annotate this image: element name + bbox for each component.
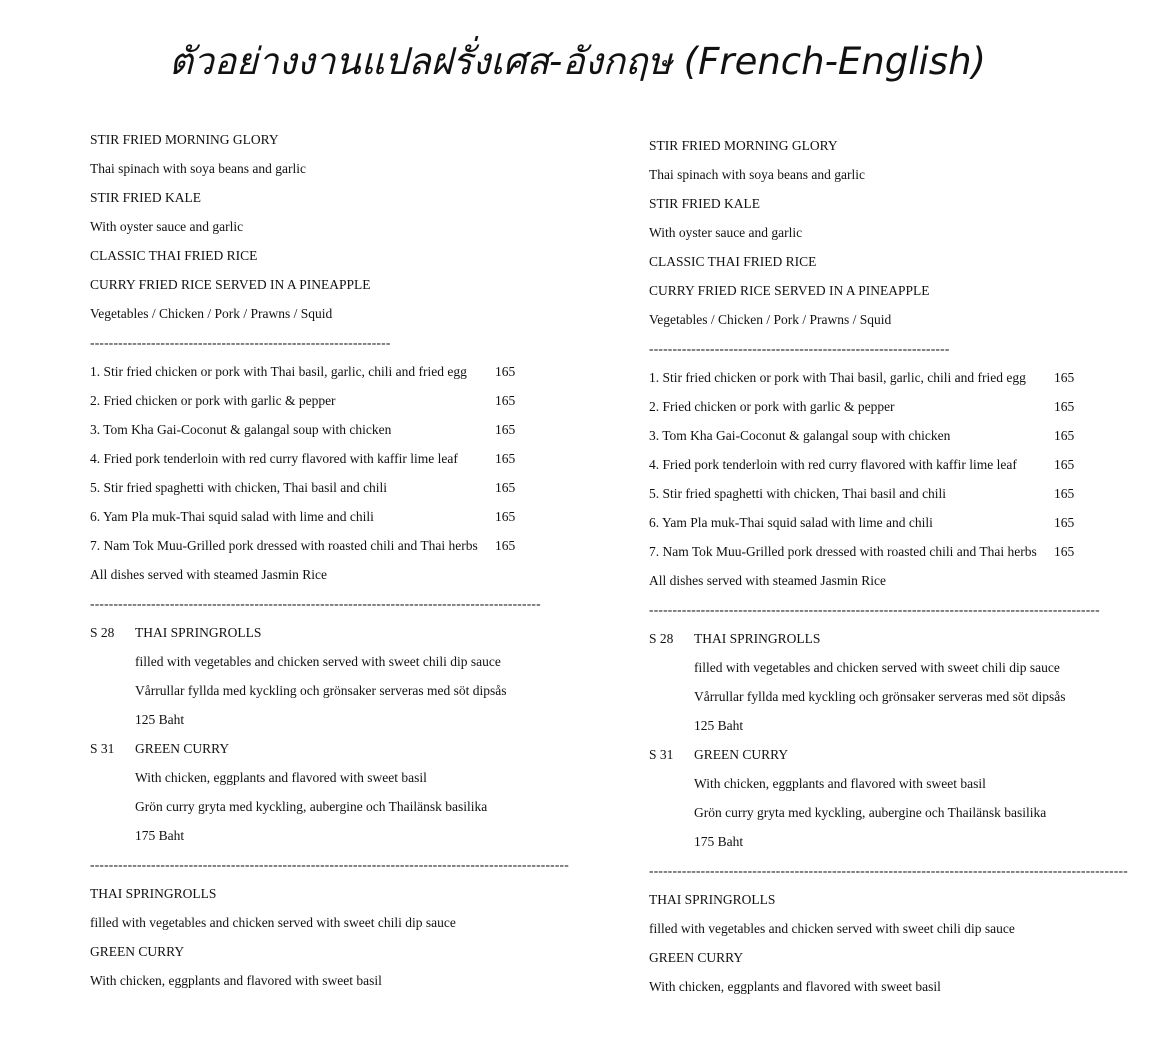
menu-item-name: 4. Fried pork tenderloin with red curry flavored with kaffir lime leaf: [90, 451, 458, 466]
special-price: 175 Baht: [135, 828, 185, 843]
menu-item-price: 165: [495, 451, 516, 466]
menu-item-price: 165: [495, 364, 516, 379]
special-code: S 28: [649, 631, 674, 646]
menu-line: STIR FRIED MORNING GLORY: [90, 132, 279, 147]
special-desc-en: filled with vegetables and chicken served with sweet chili dip sauce: [135, 654, 501, 669]
menu-line: With oyster sauce and garlic: [90, 219, 244, 234]
menu-item-name: 2. Fried chicken or pork with garlic & pepper: [649, 399, 895, 414]
menu-item: [90, 444, 550, 473]
divider: ------------------------------------------------------------------------------------------------------: [90, 857, 569, 872]
divider: ------------------------------------------------------------------------------------------------------: [649, 863, 1128, 878]
menu-item-price: 165: [495, 538, 516, 553]
menu-item: [649, 363, 1109, 392]
menu-column-translation: [649, 131, 1128, 1001]
menu-item: [649, 479, 1109, 508]
special-name: GREEN CURRY: [694, 747, 789, 762]
special-desc-sv: Vårrullar fyllda med kyckling och grönsaker serveras med söt dipsås: [135, 683, 507, 698]
menu-item-name: 3. Tom Kha Gai-Coconut & galangal soup with chicken: [649, 428, 951, 443]
menu-item: [649, 392, 1109, 421]
menu-item-price: 165: [1054, 370, 1075, 385]
menu-item-name: 7. Nam Tok Muu-Grilled pork dressed with roasted chili and Thai herbs: [90, 538, 478, 553]
special-header: [90, 618, 550, 647]
menu-item: [649, 421, 1109, 450]
special-price: 175 Baht: [694, 834, 744, 849]
special-name: THAI SPRINGROLLS: [135, 625, 262, 640]
special-header: [649, 740, 1109, 769]
menu-line: With chicken, eggplants and flavored with sweet basil: [649, 979, 941, 994]
menu-item-price: 165: [495, 393, 516, 408]
menu-item-name: 1. Stir fried chicken or pork with Thai basil, garlic, chili and fried egg: [649, 370, 1026, 385]
menu-line: STIR FRIED KALE: [90, 190, 201, 205]
special-desc-en: With chicken, eggplants and flavored with sweet basil: [135, 770, 427, 785]
menu-item: [90, 415, 550, 444]
special-name: GREEN CURRY: [135, 741, 230, 756]
special-header: [90, 734, 550, 763]
menu-item: [649, 450, 1109, 479]
menu-item-price: 165: [495, 422, 516, 437]
divider: ----------------------------------------------------------------: [649, 341, 950, 356]
menu-line: filled with vegetables and chicken served with sweet chili dip sauce: [90, 915, 456, 930]
menu-item: [90, 531, 550, 560]
divider: ----------------------------------------------------------------: [90, 335, 391, 350]
menu-item-name: 6. Yam Pla muk-Thai squid salad with lime and chili: [90, 509, 374, 524]
special-price: 125 Baht: [694, 718, 744, 733]
menu-line: GREEN CURRY: [90, 944, 185, 959]
menu-item-price: 165: [1054, 486, 1075, 501]
menu-line: GREEN CURRY: [649, 950, 744, 965]
menu-item: [90, 357, 550, 386]
menu-item-price: 165: [495, 509, 516, 524]
menu-item-name: 1. Stir fried chicken or pork with Thai basil, garlic, chili and fried egg: [90, 364, 467, 379]
menu-line: CURRY FRIED RICE SERVED IN A PINEAPPLE: [649, 283, 930, 298]
special-desc-sv: Grön curry gryta med kyckling, aubergine och Thailänsk basilika: [694, 805, 1047, 820]
menu-item-name: 6. Yam Pla muk-Thai squid salad with lime and chili: [649, 515, 933, 530]
menu-line: Vegetables / Chicken / Pork / Prawns / Squid: [90, 306, 333, 321]
menu-item-name: 2. Fried chicken or pork with garlic & pepper: [90, 393, 336, 408]
menu-item-price: 165: [1054, 428, 1075, 443]
special-name: THAI SPRINGROLLS: [694, 631, 821, 646]
menu-item: [90, 502, 550, 531]
menu-line: With chicken, eggplants and flavored with sweet basil: [90, 973, 382, 988]
menu-item: [649, 537, 1109, 566]
menu-item-price: 165: [1054, 544, 1075, 559]
special-code: S 31: [649, 747, 674, 762]
menu-item-name: 5. Stir fried spaghetti with chicken, Thai basil and chili: [649, 486, 947, 501]
menu-line: CURRY FRIED RICE SERVED IN A PINEAPPLE: [90, 277, 371, 292]
menu-line: Thai spinach with soya beans and garlic: [90, 161, 306, 176]
menu-item-price: 165: [495, 480, 516, 495]
menu-item: [90, 386, 550, 415]
menu-item-price: 165: [1054, 515, 1075, 530]
special-desc-en: With chicken, eggplants and flavored with sweet basil: [694, 776, 986, 791]
menu-item-name: 5. Stir fried spaghetti with chicken, Thai basil and chili: [90, 480, 388, 495]
divider: ------------------------------------------------------------------------------------------------: [649, 602, 1100, 617]
menu-line: filled with vegetables and chicken served with sweet chili dip sauce: [649, 921, 1015, 936]
menu-line: Vegetables / Chicken / Pork / Prawns / Squid: [649, 312, 892, 327]
menu-line: With oyster sauce and garlic: [649, 225, 803, 240]
special-code: S 31: [90, 741, 115, 756]
special-code: S 28: [90, 625, 115, 640]
menu-column-original: [90, 125, 569, 995]
menu-line: THAI SPRINGROLLS: [90, 886, 217, 901]
menu-line: Thai spinach with soya beans and garlic: [649, 167, 865, 182]
menu-line: STIR FRIED KALE: [649, 196, 760, 211]
menu-item: [649, 508, 1109, 537]
menu-item-name: 7. Nam Tok Muu-Grilled pork dressed with roasted chili and Thai herbs: [649, 544, 1037, 559]
menu-line: CLASSIC THAI FRIED RICE: [90, 248, 258, 263]
menu-item-name: 4. Fried pork tenderloin with red curry flavored with kaffir lime leaf: [649, 457, 1017, 472]
menu-item-price: 165: [1054, 457, 1075, 472]
menu-item-name: 3. Tom Kha Gai-Coconut & galangal soup with chicken: [90, 422, 392, 437]
menu-item-price: 165: [1054, 399, 1075, 414]
page-title: ตัวอย่างงานแปลฝรั่งเศส-อังกฤษ (French-English): [169, 40, 986, 83]
special-desc-sv: Vårrullar fyllda med kyckling och grönsaker serveras med söt dipsås: [694, 689, 1066, 704]
menu-line: STIR FRIED MORNING GLORY: [649, 138, 838, 153]
served-note: All dishes served with steamed Jasmin Rice: [90, 567, 327, 582]
divider: ------------------------------------------------------------------------------------------------: [90, 596, 541, 611]
served-note: All dishes served with steamed Jasmin Rice: [649, 573, 886, 588]
special-desc-sv: Grön curry gryta med kyckling, aubergine och Thailänsk basilika: [135, 799, 488, 814]
menu-line: CLASSIC THAI FRIED RICE: [649, 254, 817, 269]
special-header: [649, 624, 1109, 653]
special-price: 125 Baht: [135, 712, 185, 727]
special-desc-en: filled with vegetables and chicken served with sweet chili dip sauce: [694, 660, 1060, 675]
menu-line: THAI SPRINGROLLS: [649, 892, 776, 907]
menu-item: [90, 473, 550, 502]
